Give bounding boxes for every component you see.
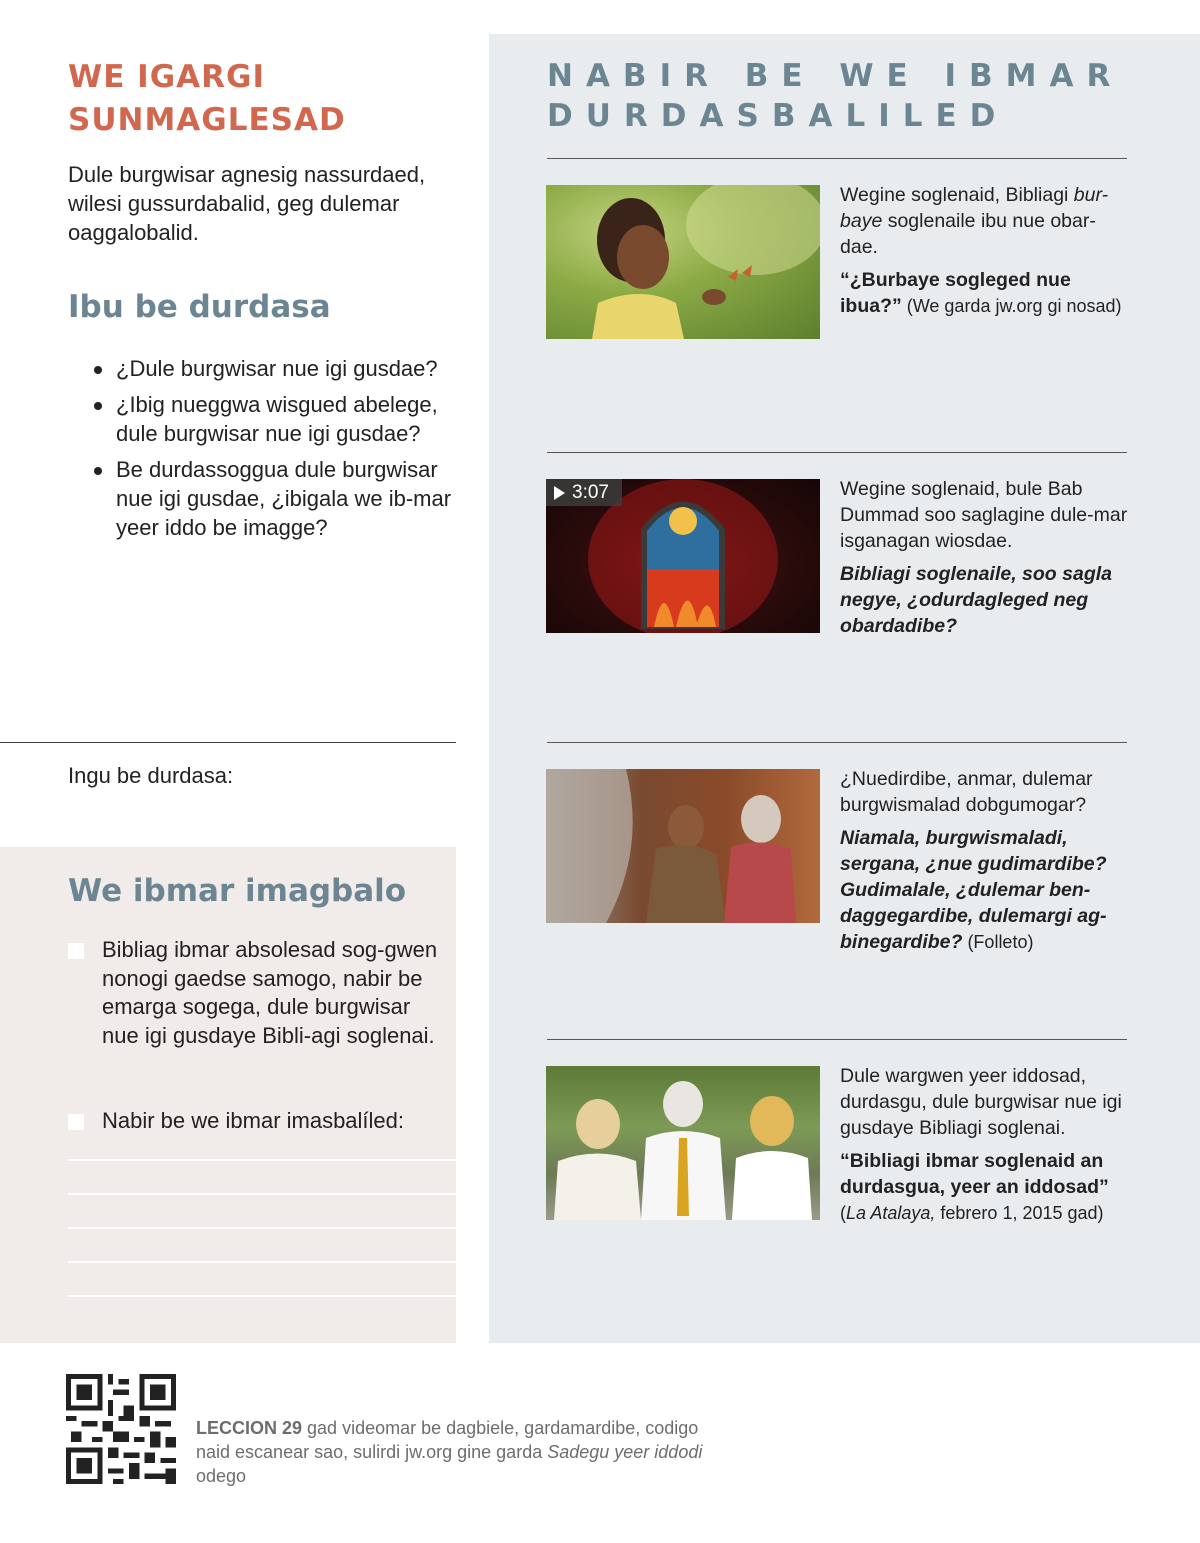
entry-divider	[547, 742, 1127, 743]
entry-divider	[547, 1039, 1127, 1040]
entry-description-part: soglenaile ibu nue obar-dae.	[840, 210, 1096, 258]
writing-line[interactable]	[68, 1295, 456, 1297]
footer-lesson-label: LECCION 29	[196, 1418, 303, 1438]
writing-line[interactable]	[68, 1261, 456, 1263]
entry-note-part: (	[840, 1203, 846, 1223]
review-heading: Ibu be durdasa	[68, 289, 331, 325]
entry-text	[840, 182, 1130, 319]
writing-line[interactable]	[68, 1227, 456, 1229]
entry-description: Wegine soglenaid, bule Bab Dummad soo saglagine dule-mar isganagan wiosdae.	[840, 478, 1128, 552]
entry-note	[840, 1200, 1130, 1226]
writing-line[interactable]	[68, 1159, 456, 1161]
goal-text: Bibliag ibmar absolesad sog-gwen nonogi gaedse samogo, nabir be emarga sogega, dule burgwisar nue igi gusdaye Bibli-agi soglenai.	[102, 937, 438, 1048]
entry-text	[840, 1063, 1130, 1226]
section-divider	[0, 742, 456, 743]
explore-title-line2: DURDASBALILED	[547, 98, 1009, 134]
spirit-medium-image[interactable]	[546, 769, 820, 923]
review-question-text: Be durdassoggua dule burgwisar nue igi gusdae, ¿ibigala we ib-mar yeer iddo be imagge?	[116, 457, 452, 540]
goal-text: Nabir be we ibmar imasbalíled:	[102, 1108, 405, 1133]
goal-item	[68, 1107, 438, 1136]
review-question	[92, 390, 462, 448]
writing-line[interactable]	[68, 1193, 456, 1195]
stained-glass-fire-video[interactable]	[546, 479, 820, 633]
entry-text	[840, 766, 1130, 955]
entry-description-part: Wegine soglenaid, Bibliagi	[840, 184, 1074, 206]
goal-item	[68, 936, 438, 1050]
entry-link-title[interactable]: Niamala, burgwismaladi, sergana, ¿nue gudimardibe? Gudimalale, ¿dulemar ben-daggegardibe, dulemargi ag-binegardibe?	[840, 827, 1107, 953]
entry-divider	[547, 452, 1127, 453]
bullet-icon	[94, 467, 102, 475]
summary-title	[68, 56, 448, 142]
goals-heading: We ibmar imagbalo	[68, 873, 407, 909]
entry-link[interactable]	[840, 267, 1130, 319]
review-question-list	[92, 354, 462, 549]
entry-text	[840, 476, 1130, 639]
play-icon	[554, 486, 565, 500]
three-people-talking-image[interactable]	[546, 1066, 820, 1220]
qr-code[interactable]	[66, 1374, 176, 1484]
bullet-icon	[94, 366, 102, 374]
girl-with-butterfly-image[interactable]	[546, 185, 820, 339]
summary-title-line1: WE IGARGI	[68, 59, 265, 95]
entry-divider	[547, 158, 1127, 159]
review-question-text: ¿Ibig nueggwa wisgued abelege, dule burgwisar nue igi gusdae?	[116, 392, 438, 446]
video-duration: 3:07	[572, 482, 609, 503]
explore-title-line1: NABIR BE WE IBMAR	[547, 58, 1124, 94]
goal-checkbox[interactable]	[68, 943, 84, 959]
entry-note-part: febrero 1, 2015 gad)	[935, 1203, 1104, 1223]
review-question	[92, 354, 462, 383]
entry-link[interactable]: Bibliagi soglenaile, soo sagla negye, ¿odurdagleged neg obardadibe?	[840, 563, 1112, 637]
summary-text: Dule burgwisar agnesig nassurdaed, wilesi gussurdabalid, geg dulemar oaggalobalid.	[68, 162, 426, 245]
review-question-text: ¿Dule burgwisar nue igi gusdae?	[116, 356, 438, 381]
footer-text	[196, 1416, 716, 1488]
review-question	[92, 455, 462, 542]
entry-note-italic: La Atalaya,	[846, 1203, 936, 1223]
ask-label: Ingu be durdasa:	[68, 763, 234, 788]
footer-text-italic: Sadegu yeer iddodi	[547, 1442, 703, 1462]
entry-link-title[interactable]: “¿Burbaye sogleged nue ibua?”	[840, 269, 1071, 317]
entry-link[interactable]	[840, 825, 1130, 955]
video-duration-badge	[546, 479, 622, 506]
entry-note: (We garda jw.org gi nosad)	[901, 296, 1122, 316]
footer-text-part: gad videomar be dagbiele, gardamardibe, codigo naid escanear sao, sulirdi jw.org gine garda	[196, 1418, 699, 1462]
entry-description: ¿Nuedirdibe, anmar, dulemar burgwismalad dobgumogar?	[840, 768, 1093, 816]
entry-description-italic: bur-baye	[840, 184, 1109, 232]
entry-note: (Folleto)	[962, 932, 1034, 952]
goal-checkbox[interactable]	[68, 1114, 84, 1130]
entry-link[interactable]: “Bibliagi ibmar soglenaid an durdasgua, yeer an iddosad”	[840, 1150, 1109, 1198]
summary-title-line2: SUNMAGLESAD	[68, 102, 346, 138]
goals-panel	[0, 847, 456, 1343]
entry-description	[840, 182, 1130, 260]
explore-title	[547, 56, 1147, 136]
footer-text-part: odego	[196, 1466, 247, 1486]
bullet-icon	[94, 402, 102, 410]
entry-description: Dule wargwen yeer iddosad, durdasgu, dule burgwisar nue igi gusdaye Bibliagi soglenai.	[840, 1065, 1122, 1139]
